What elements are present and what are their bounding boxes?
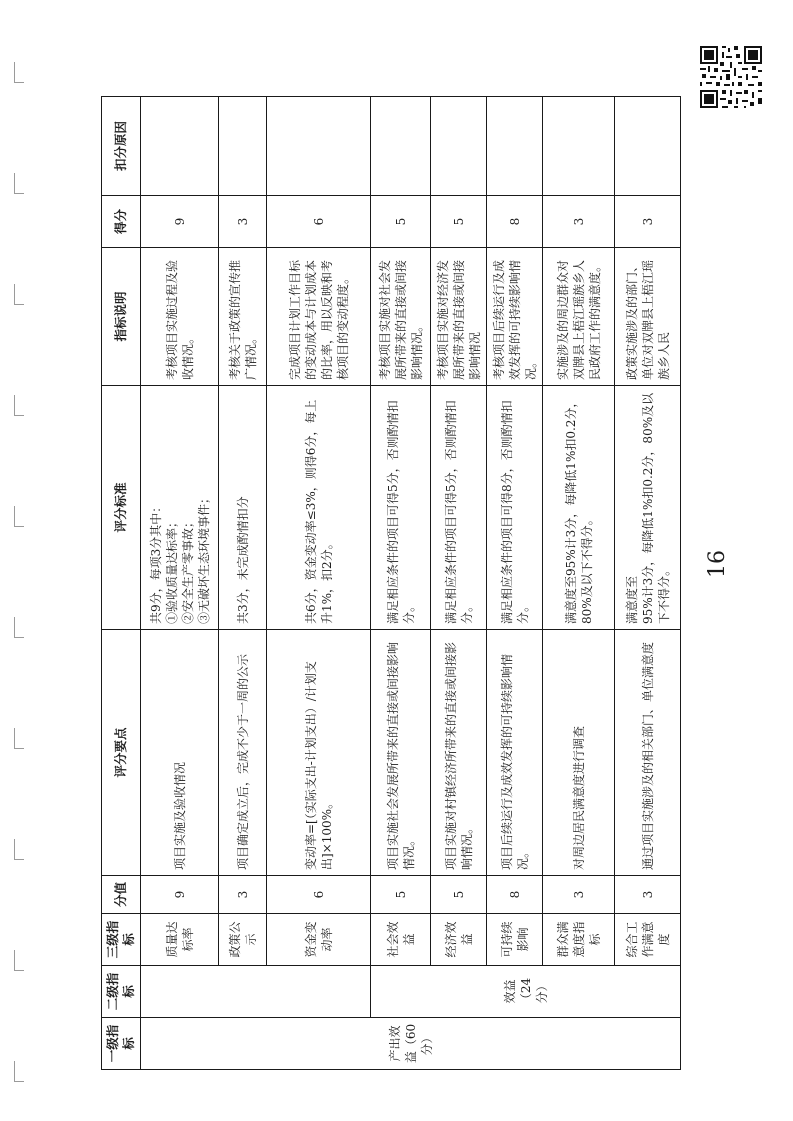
binding-mark (14, 617, 24, 638)
table-row (219, 97, 267, 1070)
header-deduction: 扣分原因 (102, 97, 141, 196)
criteria-cell (487, 386, 543, 630)
score-value-cell: 5 (431, 876, 487, 914)
score-value-cell: 5 (371, 876, 431, 914)
score-value-cell: 3 (543, 876, 615, 914)
table-row (141, 97, 219, 1070)
table-row (371, 97, 431, 1070)
table-row (267, 97, 371, 1070)
level3-cell: 可持续影响 (487, 914, 543, 966)
table-row (487, 97, 543, 1070)
criteria-line: 满足相应条件的项目可得5分，否则酌情扣分。 (385, 400, 416, 624)
table-row (615, 97, 681, 1070)
criteria-line: 满意度至 (624, 575, 639, 624)
criteria-cell (219, 386, 267, 630)
level3-cell: 社会效益 (371, 914, 431, 966)
binding-mark (14, 839, 24, 860)
level3-cell: 综合工作满意度 (615, 914, 681, 966)
deduction-cell (219, 97, 267, 196)
criteria-line: 共9分，每项3分其中： (148, 500, 163, 624)
rotated-table-wrapper (101, 97, 679, 1070)
criteria-line: 95%计3分，每降低1%扣0.2分，80%及以下不得分。 (640, 392, 671, 624)
deduction-cell (615, 97, 681, 196)
header-level3: 三级指标 (102, 914, 141, 966)
binding-mark (14, 1061, 24, 1082)
header-score-value: 分值 (102, 876, 141, 914)
key-points-cell: 变动率=[（实际支出-计划支出）/计划支出]×100%。 (267, 630, 371, 876)
header-level1: 一级指标 (102, 1018, 141, 1070)
description-cell: 考核关于政策的宣传推广情况。 (219, 248, 267, 386)
header-key-points: 评分要点 (102, 630, 141, 876)
key-points-cell: 项目实施及验收情况 (141, 630, 219, 876)
score-value-cell: 8 (487, 876, 543, 914)
header-level2: 二级指标 (102, 966, 141, 1018)
score-cell: 9 (141, 196, 219, 248)
deduction-cell (487, 97, 543, 196)
criteria-line: 满足相应条件的项目可得8分，否则酌情扣分。 (499, 400, 530, 624)
score-value-cell: 3 (219, 876, 267, 914)
level2-cell: 效益（24分） (371, 966, 681, 1018)
criteria-line: ③无破坏生态环境事件； (196, 491, 211, 624)
score-cell: 8 (487, 196, 543, 248)
binding-mark (14, 62, 24, 83)
description-cell: 考核项目实施对经济发展所带来的直接或间接影响情况 (431, 248, 487, 386)
level3-cell: 政策公示 (219, 914, 267, 966)
performance-score-table (101, 96, 681, 1070)
score-cell: 5 (431, 196, 487, 248)
description-cell: 完成项目计划工作目标的变动成本与计划成本的比率，用以反映和考核项目的变动程度。 (267, 248, 371, 386)
level3-cell: 资金变动率 (267, 914, 371, 966)
level1-cell: 产出效益（60分） (141, 1018, 681, 1070)
qr-code (698, 44, 764, 110)
score-value-cell: 9 (141, 876, 219, 914)
level3-cell: 质量达标率 (141, 914, 219, 966)
deduction-cell (141, 97, 219, 196)
header-criteria: 评分标准 (102, 386, 141, 630)
criteria-cell (141, 386, 219, 630)
description-cell: 政策实施涉及的部门、单位对双牌县上梧江瑶族乡人民 (615, 248, 681, 386)
description-cell: 考核项目实施过程及验收情况。 (141, 248, 219, 386)
table-header-row (102, 97, 141, 1070)
score-cell: 3 (219, 196, 267, 248)
criteria-line: 满意度至95%计3分，每降低1%扣0.2分，80%及以下不得分。 (563, 395, 594, 624)
deduction-cell (267, 97, 371, 196)
level3-cell: 群众满意度指标 (543, 914, 615, 966)
binding-mark (14, 395, 24, 416)
binding-mark (14, 506, 24, 527)
table-row (431, 97, 487, 1070)
binding-mark (14, 173, 24, 194)
page-number: 16 (705, 550, 730, 578)
score-value-cell: 3 (615, 876, 681, 914)
binding-mark (14, 728, 24, 749)
score-cell: 3 (615, 196, 681, 248)
key-points-cell: 项目后续运行及成效发挥的可持续影响情况。 (487, 630, 543, 876)
level2-cell-empty (141, 966, 371, 1018)
score-cell: 5 (371, 196, 431, 248)
key-points-cell: 项目实施社会发展所带来的直接或间接影响情况。 (371, 630, 431, 876)
header-score: 得分 (102, 196, 141, 248)
deduction-cell (431, 97, 487, 196)
criteria-cell (371, 386, 431, 630)
level3-cell: 经济效益 (431, 914, 487, 966)
criteria-line: 共3分，未完成酌情扣分 (235, 496, 250, 624)
criteria-cell (431, 386, 487, 630)
key-points-cell: 对周边居民满意度进行调查 (543, 630, 615, 876)
header-description: 指标说明 (102, 248, 141, 386)
deduction-cell (543, 97, 615, 196)
description-cell: 考核项目实施对社会发展所带来的直接或间接影响情况。 (371, 248, 431, 386)
table-row (543, 97, 615, 1070)
score-value-cell: 6 (267, 876, 371, 914)
key-points-cell: 项目确定成立后，完成不少于一周的公示 (219, 630, 267, 876)
binding-mark (14, 950, 24, 971)
score-cell: 6 (267, 196, 371, 248)
key-points-cell: 通过项目实施涉及的相关部门、单位满意度 (615, 630, 681, 876)
score-cell: 3 (543, 196, 615, 248)
criteria-line: ①验收质量达标率； (164, 515, 179, 624)
description-cell: 考核项目后续运行及成效发挥的可持续影响情况。 (487, 248, 543, 386)
criteria-line: 满足相应条件的项目可得5分，否则酌情扣分。 (443, 400, 474, 624)
binding-mark (14, 284, 24, 305)
criteria-cell (615, 386, 681, 630)
key-points-cell: 项目实施对村镇经济所带来的直接或间接影响情况。 (431, 630, 487, 876)
criteria-cell (543, 386, 615, 630)
criteria-line: ②安全生产零事故； (180, 515, 195, 624)
criteria-line: 共6分，资金变动率≤3%，则得6分，每上升1%，扣2分。 (303, 399, 334, 624)
criteria-cell (267, 386, 371, 630)
description-cell: 实施涉及的周边群众对双牌县上梧江瑶族乡人民政府工作的满意度。 (543, 248, 615, 386)
deduction-cell (371, 97, 431, 196)
